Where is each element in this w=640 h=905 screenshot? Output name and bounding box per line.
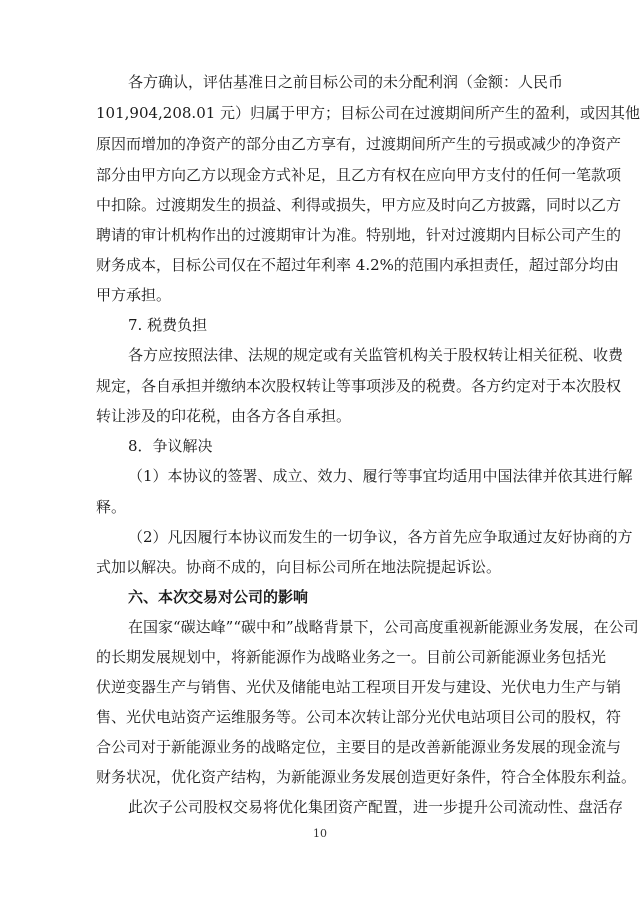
- paragraph-line: 部分由甲方向乙方以现金方式补足，且乙方有权在应向甲方支付的任何一笔款项: [96, 166, 622, 184]
- paragraph-line: 各方确认，评估基准日之前目标公司的未分配利润（金额：人民币: [128, 73, 564, 91]
- paragraph-line: 各方应按照法律、法规的规定或有关监管机构关于股权转让相关征税、收费: [128, 346, 624, 364]
- section-title: 六、本次交易对公司的影响: [128, 588, 309, 606]
- paragraph-line: 释。: [96, 498, 127, 516]
- paragraph-line: 财务状况，优化资产结构，为新能源业务发展创造更好条件，符合全体股东利益。: [96, 768, 637, 786]
- page-number: 10: [313, 827, 327, 840]
- paragraph-line: 式加以解决。协商不成的，向目标公司所在地法院提起诉讼。: [96, 558, 502, 576]
- paragraph-line: 合公司对于新能源业务的战略定位，主要目的是改善新能源业务发展的现金流与: [96, 738, 622, 756]
- paragraph-line: 甲方承担。: [96, 286, 172, 304]
- section-heading: 8．争议解决: [128, 437, 213, 455]
- paragraph-line: 此次子公司股权交易将优化集团资产配置，进一步提升公司流动性、盘活存: [128, 798, 624, 816]
- paragraph-line: 财务成本，目标公司仅在不超过年利率 4.2%的范围内承担责任，超过部分均由: [96, 256, 619, 274]
- section-heading: 7. 税费负担: [128, 316, 208, 334]
- paragraph-line: 售、光伏电站资产运维服务等。公司本次转让部分光伏电站项目公司的股权，符: [96, 708, 622, 726]
- paragraph-line: 伏逆变器生产与销售、光伏及储能电站工程项目开发与建设、光伏电力生产与销: [96, 678, 622, 696]
- paragraph-line: 规定，各自承担并缴纳本次股权转让等事项涉及的税费。各方约定对于本次股权: [96, 377, 622, 395]
- paragraph-line: 101,904,208.01 元）归属于甲方；目标公司在过渡期间所产生的盈利，或因其他: [96, 104, 640, 122]
- paragraph-line: 聘请的审计机构作出的过渡期审计为准。特别地，针对过渡期内目标公司产生的: [96, 226, 622, 244]
- paragraph-line: 的长期发展规划中，将新能源作为战略业务之一。目前公司新能源业务包括光: [96, 648, 607, 666]
- paragraph-line: 原因而增加的净资产的部分由乙方享有，过渡期间所产生的亏损或减少的净资产: [96, 135, 622, 153]
- paragraph-line: 转让涉及的印花税，由各方各自承担。: [96, 407, 352, 425]
- paragraph-line: 在国家“碳达峰”“碳中和”战略背景下，公司高度重视新能源业务发展，在公司: [128, 618, 639, 636]
- paragraph-line: 中扣除。过渡期发生的损益、利得或损失，甲方应及时向乙方披露，同时以乙方: [96, 196, 622, 214]
- paragraph-line: （1）本协议的签署、成立、效力、履行等事宜均适用中国法律并依其进行解: [128, 467, 633, 485]
- paragraph-line: （2）凡因履行本协议而发生的一切争议，各方首先应争取通过友好协商的方: [128, 528, 633, 546]
